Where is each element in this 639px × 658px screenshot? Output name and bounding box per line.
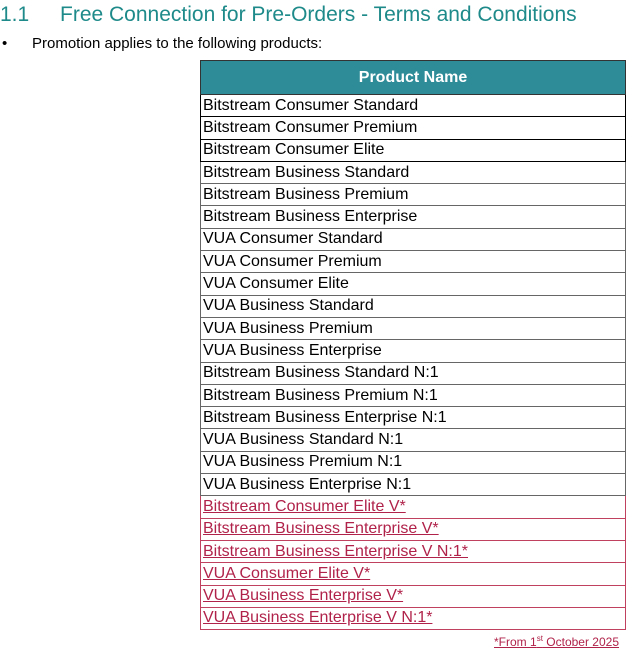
product-cell: VUA Business Enterprise N:1 xyxy=(201,474,626,496)
table-header-row xyxy=(201,61,626,95)
table-row xyxy=(201,384,626,406)
table-row xyxy=(201,117,626,139)
product-cell: VUA Business Enterprise xyxy=(201,340,626,362)
product-cell: VUA Consumer Premium xyxy=(201,251,626,273)
section-heading xyxy=(0,3,577,27)
product-cell: VUA Consumer Elite xyxy=(201,273,626,295)
product-name-header: Product Name xyxy=(201,61,626,95)
product-link-cell[interactable]: Bitstream Consumer Elite V* xyxy=(201,496,626,518)
table-row xyxy=(201,563,626,585)
bullet-text: Promotion applies to the following products: xyxy=(32,35,323,52)
product-link-cell[interactable]: VUA Consumer Elite V* xyxy=(201,563,626,585)
table-row xyxy=(201,518,626,540)
table-row xyxy=(201,407,626,429)
product-cell: Bitstream Business Standard xyxy=(201,161,626,183)
product-cell: VUA Consumer Standard xyxy=(201,228,626,250)
product-cell: Bitstream Business Enterprise xyxy=(201,206,626,228)
product-cell: Bitstream Business Enterprise N:1 xyxy=(201,407,626,429)
product-link-cell[interactable]: VUA Business Enterprise V* xyxy=(201,585,626,607)
product-table xyxy=(200,60,626,630)
product-cell: Bitstream Consumer Standard xyxy=(201,95,626,117)
table-row xyxy=(201,340,626,362)
product-cell: VUA Business Standard xyxy=(201,295,626,317)
product-cell: VUA Business Standard N:1 xyxy=(201,429,626,451)
footnote-suffix: October 2025 xyxy=(542,635,619,649)
table-row xyxy=(201,295,626,317)
footnote-ordinal: st xyxy=(536,634,543,643)
table-row xyxy=(201,429,626,451)
bullet-point xyxy=(0,35,322,52)
product-cell: Bitstream Consumer Elite xyxy=(201,139,626,161)
table-row xyxy=(201,184,626,206)
table-row xyxy=(201,139,626,161)
table-row xyxy=(201,451,626,473)
table-row xyxy=(201,228,626,250)
section-number: 1.1 xyxy=(0,3,30,26)
product-cell: Bitstream Business Standard N:1 xyxy=(201,362,626,384)
product-link-cell[interactable]: Bitstream Business Enterprise V N:1* xyxy=(201,540,626,562)
product-cell: VUA Business Premium N:1 xyxy=(201,451,626,473)
footnote-prefix: *From 1 xyxy=(494,635,537,649)
table-row xyxy=(201,95,626,117)
product-table-body xyxy=(201,95,626,630)
table-row xyxy=(201,607,626,629)
product-link-cell[interactable]: Bitstream Business Enterprise V* xyxy=(201,518,626,540)
table-row xyxy=(201,474,626,496)
product-link-cell[interactable]: VUA Business Enterprise V N:1* xyxy=(201,607,626,629)
table-row xyxy=(201,251,626,273)
product-cell: Bitstream Business Premium N:1 xyxy=(201,384,626,406)
product-cell: VUA Business Premium xyxy=(201,317,626,339)
table-row xyxy=(201,540,626,562)
table-row xyxy=(201,206,626,228)
table-row xyxy=(201,362,626,384)
table-row xyxy=(201,496,626,518)
table-row xyxy=(201,273,626,295)
product-cell: Bitstream Business Premium xyxy=(201,184,626,206)
table-row xyxy=(201,161,626,183)
section-title: Free Connection for Pre-Orders - Terms and Conditions xyxy=(60,3,577,26)
footnote-link[interactable] xyxy=(494,634,619,649)
table-row xyxy=(201,585,626,607)
bullet-icon: • xyxy=(2,35,8,52)
product-cell: Bitstream Consumer Premium xyxy=(201,117,626,139)
table-row xyxy=(201,317,626,339)
